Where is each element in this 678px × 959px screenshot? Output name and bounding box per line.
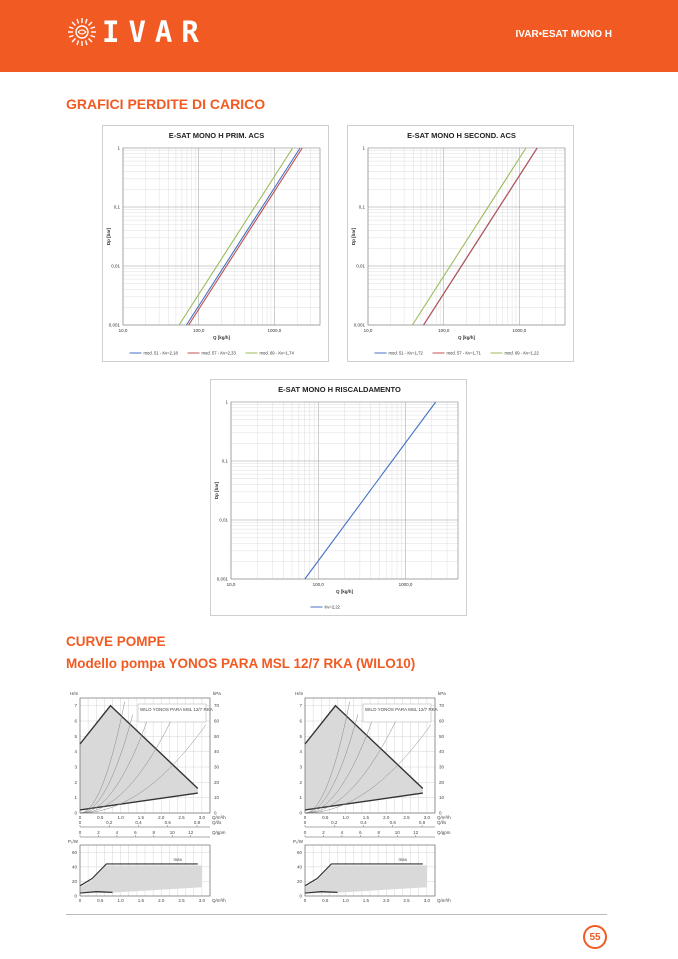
x-tick-label: 1000,0 (398, 582, 413, 587)
kpa-tick: 0 (439, 810, 442, 816)
power-q-tick: 0 (78, 898, 82, 903)
kpa-axis-label: kPa (213, 691, 221, 696)
kpa-tick: 50 (214, 733, 220, 739)
x-tick-label: 1000,0 (512, 328, 527, 333)
h-axis-label: H/m (295, 691, 304, 696)
ls-axis-label: Q/l/s (437, 820, 447, 825)
h-tick: 4 (299, 749, 302, 755)
power-tick: 60 (296, 849, 302, 855)
power-q-tick: 0.5 (322, 898, 329, 903)
legend-entry: mod. 69 - Kv=1,22 (504, 350, 539, 356)
legend-entry: mod. 57 - Kv=2,33 (201, 350, 236, 356)
y-tick-label: 0,001 (108, 322, 120, 328)
gpm-tick: 6 (134, 830, 137, 835)
chart-second-acs-svg (348, 126, 575, 363)
h-axis-label: H/m (70, 691, 79, 696)
pump-curve-left (66, 686, 236, 908)
pump-legend (363, 704, 438, 722)
h-tick: 7 (299, 703, 302, 709)
power-area (305, 865, 427, 893)
ls-tick: 0.8 (193, 820, 201, 825)
kpa-tick: 60 (214, 718, 220, 724)
q-tick: 3.0 (198, 815, 206, 820)
kpa-tick: 40 (214, 749, 220, 755)
power-q-tick: 0.5 (97, 898, 104, 903)
q-tick: 2.0 (158, 815, 165, 820)
gpm-tick: 0 (303, 830, 307, 835)
y-tick-label: 1 (117, 145, 120, 151)
power-q-tick: 2.0 (158, 898, 165, 903)
power-q-axis-label: Q/m³/h (437, 898, 451, 903)
power-q-tick: 0 (303, 898, 307, 903)
y-tick-label: 0,001 (216, 576, 228, 582)
gpm-tick: 8 (377, 830, 381, 835)
h-tick: 7 (74, 703, 77, 709)
h-tick: 1 (299, 795, 302, 801)
h-tick: 6 (299, 718, 302, 724)
legend-entry: Kv=2,22 (324, 604, 340, 610)
grid (368, 148, 565, 325)
h-tick: 0 (299, 810, 302, 816)
grid (231, 402, 458, 579)
ls-tick: 0.2 (331, 820, 338, 825)
ls-tick: 0 (78, 820, 82, 825)
pump-legend-text: WILO YONOS PARA MSL 12/7 RKA (140, 707, 213, 712)
x-tick-label: 10,0 (118, 328, 128, 333)
ls-tick: 0 (303, 820, 307, 825)
series-line (412, 148, 526, 325)
power-axis-label: P₁/W (293, 839, 304, 844)
power-tick: 20 (71, 878, 77, 884)
power-tick: 0 (299, 893, 302, 899)
q-axis-label: Q/m³/h (437, 815, 451, 820)
chart-riscaldamento-svg (211, 380, 468, 617)
grid (123, 148, 320, 325)
h-tick: 2 (299, 779, 302, 785)
legend-entry: mod. 69 - Kv=1,74 (259, 350, 294, 356)
power-q-tick: 1.0 (342, 898, 349, 903)
power-q-axis-label: Q/m³/h (212, 898, 226, 903)
pump-curve-right (291, 686, 461, 908)
y-tick-label: 1 (225, 399, 228, 405)
power-q-tick: 2.0 (383, 898, 390, 903)
y-tick-label: 0,01 (111, 263, 120, 269)
gpm-tick: 8 (152, 830, 156, 835)
kpa-tick: 0 (214, 810, 217, 816)
sun-icon (66, 16, 98, 48)
pressure-loss-title: GRAFICI PERDITE DI CARICO (66, 96, 266, 112)
chart-riscaldamento (210, 379, 467, 616)
h-tick: 0 (74, 810, 77, 816)
gpm-tick: 12 (188, 830, 194, 835)
h-tick: 6 (74, 718, 77, 724)
x-tick-label: 1000,0 (267, 328, 282, 333)
ls-tick: 0.4 (135, 820, 142, 825)
q-axis-label: Q/m³/h (212, 815, 226, 820)
q-tick: 1.5 (362, 815, 370, 820)
gpm-tick: 2 (322, 830, 325, 835)
kpa-tick: 60 (439, 718, 445, 724)
kpa-tick: 50 (439, 733, 445, 739)
pump-curves-title: CURVE POMPE (66, 634, 166, 649)
ls-tick: 0.8 (418, 820, 426, 825)
q-tick: 1.5 (137, 815, 145, 820)
page-number: 55 (583, 925, 607, 949)
chart-title: E-SAT MONO H RISCALDAMENTO (278, 385, 401, 394)
chart-prim-acs (102, 125, 329, 362)
power-q-tick: 1.5 (137, 898, 145, 903)
kpa-tick: 70 (439, 703, 445, 709)
ls-axis-label: Q/l/s (212, 820, 222, 825)
chart-second-acs (347, 125, 574, 362)
h-tick: 5 (74, 733, 77, 739)
power-q-tick: 3.0 (198, 898, 206, 903)
y-tick-label: 1 (362, 145, 365, 151)
x-axis-label: Q [kg/h] (213, 335, 230, 340)
q-tick: 0.5 (322, 815, 329, 820)
power-tick: 20 (296, 878, 302, 884)
pump-legend (138, 704, 213, 722)
chart-title: E-SAT MONO H PRIM. ACS (168, 131, 265, 140)
q-tick: 1.0 (117, 815, 124, 820)
ls-tick: 0.6 (164, 820, 171, 825)
ls-tick: 0.2 (106, 820, 113, 825)
y-tick-label: 0,01 (219, 517, 228, 523)
gpm-tick: 2 (97, 830, 100, 835)
kpa-tick: 30 (439, 764, 445, 770)
h-tick: 2 (74, 779, 77, 785)
series-line (179, 148, 293, 325)
gpm-axis-label: Q/gpm (212, 830, 226, 835)
y-tick-label: 0,01 (356, 263, 365, 269)
q-tick: 0.5 (97, 815, 104, 820)
h-tick: 5 (299, 733, 302, 739)
y-axis-label: Dp [bar] (106, 227, 111, 246)
q-tick: 2.5 (403, 815, 410, 820)
power-q-tick: 1.5 (362, 898, 370, 903)
power-axis-label: P₁/W (68, 839, 79, 844)
kpa-tick: 70 (214, 703, 220, 709)
q-tick: 3.0 (423, 815, 431, 820)
q-tick: 2.5 (178, 815, 185, 820)
y-tick-label: 0,1 (221, 458, 228, 464)
gpm-tick: 4 (115, 830, 119, 835)
q-tick: 0 (303, 815, 307, 820)
kpa-tick: 40 (439, 749, 445, 755)
logo-text: IVAR (102, 15, 208, 49)
x-tick-label: 100,0 (193, 328, 205, 333)
power-tick: 0 (74, 893, 77, 899)
max-label: max (398, 857, 407, 863)
chart-prim-acs-svg (103, 126, 330, 363)
power-tick: 40 (296, 864, 302, 870)
q-tick: 2.0 (383, 815, 390, 820)
kpa-tick: 20 (214, 779, 220, 785)
x-tick-label: 10,0 (226, 582, 236, 587)
series-line (423, 148, 537, 325)
footer-divider (66, 914, 607, 915)
pump-curve-right-svg (291, 686, 461, 908)
chart-title: E-SAT MONO H SECOND. ACS (407, 131, 516, 140)
gpm-tick: 4 (340, 830, 344, 835)
gpm-tick: 10 (394, 830, 400, 835)
kpa-tick: 30 (214, 764, 220, 770)
gpm-tick: 6 (359, 830, 362, 835)
power-area (80, 865, 202, 893)
h-tick: 4 (74, 749, 77, 755)
power-tick: 40 (71, 864, 77, 870)
x-tick-label: 100,0 (312, 582, 324, 587)
pump-curve-left-svg (66, 686, 236, 908)
gpm-tick: 0 (78, 830, 82, 835)
pump-legend-text: WILO YONOS PARA MSL 12/7 RKA (365, 707, 438, 712)
y-tick-label: 0,1 (358, 204, 365, 210)
gpm-axis-label: Q/gpm (437, 830, 451, 835)
gpm-tick: 10 (169, 830, 175, 835)
x-tick-label: 100,0 (438, 328, 450, 333)
q-tick: 1.0 (342, 815, 349, 820)
y-tick-label: 0,001 (353, 322, 365, 328)
x-axis-label: Q [kg/h] (458, 335, 475, 340)
ls-tick: 0.4 (360, 820, 367, 825)
power-q-tick: 2.5 (178, 898, 185, 903)
power-q-tick: 3.0 (423, 898, 431, 903)
legend-entry: mod. 51 - Kv=1,72 (388, 350, 423, 356)
y-axis-label: Dp [bar] (351, 227, 356, 246)
power-q-tick: 1.0 (117, 898, 124, 903)
series-line (186, 148, 300, 325)
y-tick-label: 0,1 (113, 204, 120, 210)
max-label: max (173, 857, 182, 863)
pump-model-title: Modello pompa YONOS PARA MSL 12/7 RKA (WILO10) (66, 656, 416, 671)
power-tick: 60 (71, 849, 77, 855)
y-axis-label: Dp [bar] (214, 481, 219, 500)
x-tick-label: 10,0 (363, 328, 373, 333)
h-tick: 1 (74, 795, 77, 801)
series-line (189, 148, 303, 325)
ivar-logo (66, 15, 208, 49)
header-title: IVAR•ESAT MONO H (515, 29, 612, 40)
kpa-tick: 10 (214, 795, 220, 801)
kpa-tick: 20 (439, 779, 445, 785)
power-q-tick: 2.5 (403, 898, 410, 903)
gpm-tick: 12 (413, 830, 419, 835)
h-tick: 3 (74, 764, 77, 770)
series-line (305, 402, 436, 579)
page-header (0, 0, 678, 72)
kpa-tick: 10 (439, 795, 445, 801)
x-axis-label: Q [kg/h] (336, 589, 353, 594)
q-tick: 0 (78, 815, 82, 820)
legend-entry: mod. 51 - Kv=2,18 (143, 350, 178, 356)
legend-entry: mod. 57 - Kv=1,71 (446, 350, 481, 356)
h-tick: 3 (299, 764, 302, 770)
kpa-axis-label: kPa (438, 691, 446, 696)
ls-tick: 0.6 (389, 820, 396, 825)
